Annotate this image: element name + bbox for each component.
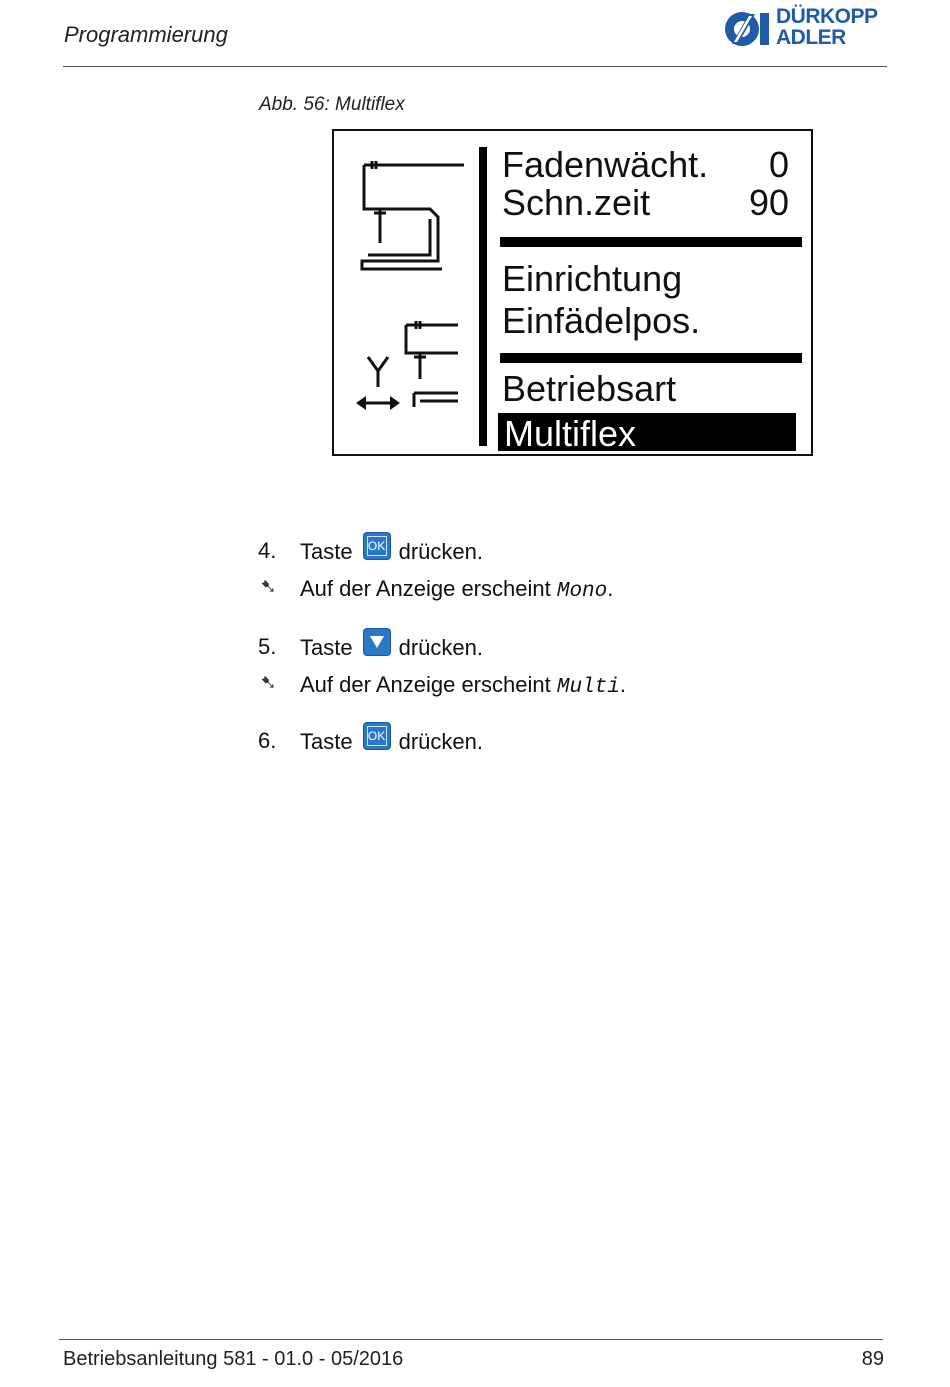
display-row-label: Einfädelpos.	[502, 300, 701, 341]
display-separator	[500, 237, 802, 247]
step-text-before: Taste	[300, 729, 353, 754]
display-row-label: Einrichtung	[502, 258, 683, 299]
step-number: 5.	[258, 634, 277, 659]
display-divider	[479, 147, 487, 446]
running-header-title: Programmierung	[64, 22, 228, 47]
display-separator	[500, 353, 802, 363]
footer-rule	[59, 1339, 883, 1340]
result-suffix: .	[607, 576, 614, 601]
display-row-value: 90	[748, 182, 789, 223]
y-axis-label-icon	[368, 357, 388, 387]
figure-caption: Abb. 56: Multiflex	[259, 94, 405, 115]
ok-key-label: OK	[367, 536, 387, 556]
display-row-label: Betriebsart	[502, 368, 677, 409]
header-rule	[63, 66, 887, 67]
display-row-label: Schn.zeit	[502, 182, 651, 223]
result-text: Auf der Anzeige erscheint	[300, 576, 551, 601]
logo-mark-icon	[722, 8, 772, 50]
logo-text-line2: ADLER	[776, 26, 846, 49]
sewing-machine-icons	[334, 131, 484, 454]
footer-document-id: Betriebsanleitung 581 - 01.0 - 05/2016	[63, 1348, 404, 1370]
display-row-setup	[502, 259, 789, 299]
display-row-multiflex-selected: Multiflex	[498, 413, 796, 451]
result-text: Auf der Anzeige erscheint	[300, 672, 551, 697]
ok-key-icon	[363, 722, 391, 750]
display-row-label: Fadenwächt.	[502, 144, 709, 185]
display-row-value: 0	[768, 144, 789, 185]
step-text-before: Taste	[300, 635, 353, 660]
step-text-after: drücken.	[398, 729, 483, 754]
display-row-threading-position	[502, 301, 789, 341]
step-number: 4.	[258, 538, 277, 563]
display-row-operating-mode	[502, 369, 789, 409]
result-arrow-icon: ➷	[260, 576, 277, 598]
multiflex-machine-icon	[406, 321, 458, 407]
display-row-cut-time	[502, 183, 789, 223]
sewing-machine-icon	[362, 161, 464, 269]
result-value: Multi	[556, 676, 620, 699]
page-number: 89	[861, 1348, 884, 1370]
result-value: Mono	[556, 580, 608, 603]
horizontal-arrows-icon	[356, 396, 400, 410]
step-text-after: drücken.	[398, 539, 483, 564]
ok-key-label: OK	[367, 726, 387, 746]
step-number: 6.	[258, 728, 277, 753]
logo-text-line1: DÜRKOPP	[776, 5, 878, 28]
down-arrow-key-icon	[363, 628, 391, 656]
result-suffix: .	[619, 672, 626, 697]
control-panel-display	[332, 129, 813, 456]
display-row-thread-monitor	[502, 145, 789, 185]
durkopp-adler-logo	[722, 6, 892, 52]
result-arrow-icon: ➷	[260, 672, 277, 694]
step-text-after: drücken.	[398, 635, 483, 660]
step-text-before: Taste	[300, 539, 353, 564]
ok-key-icon	[363, 532, 391, 560]
